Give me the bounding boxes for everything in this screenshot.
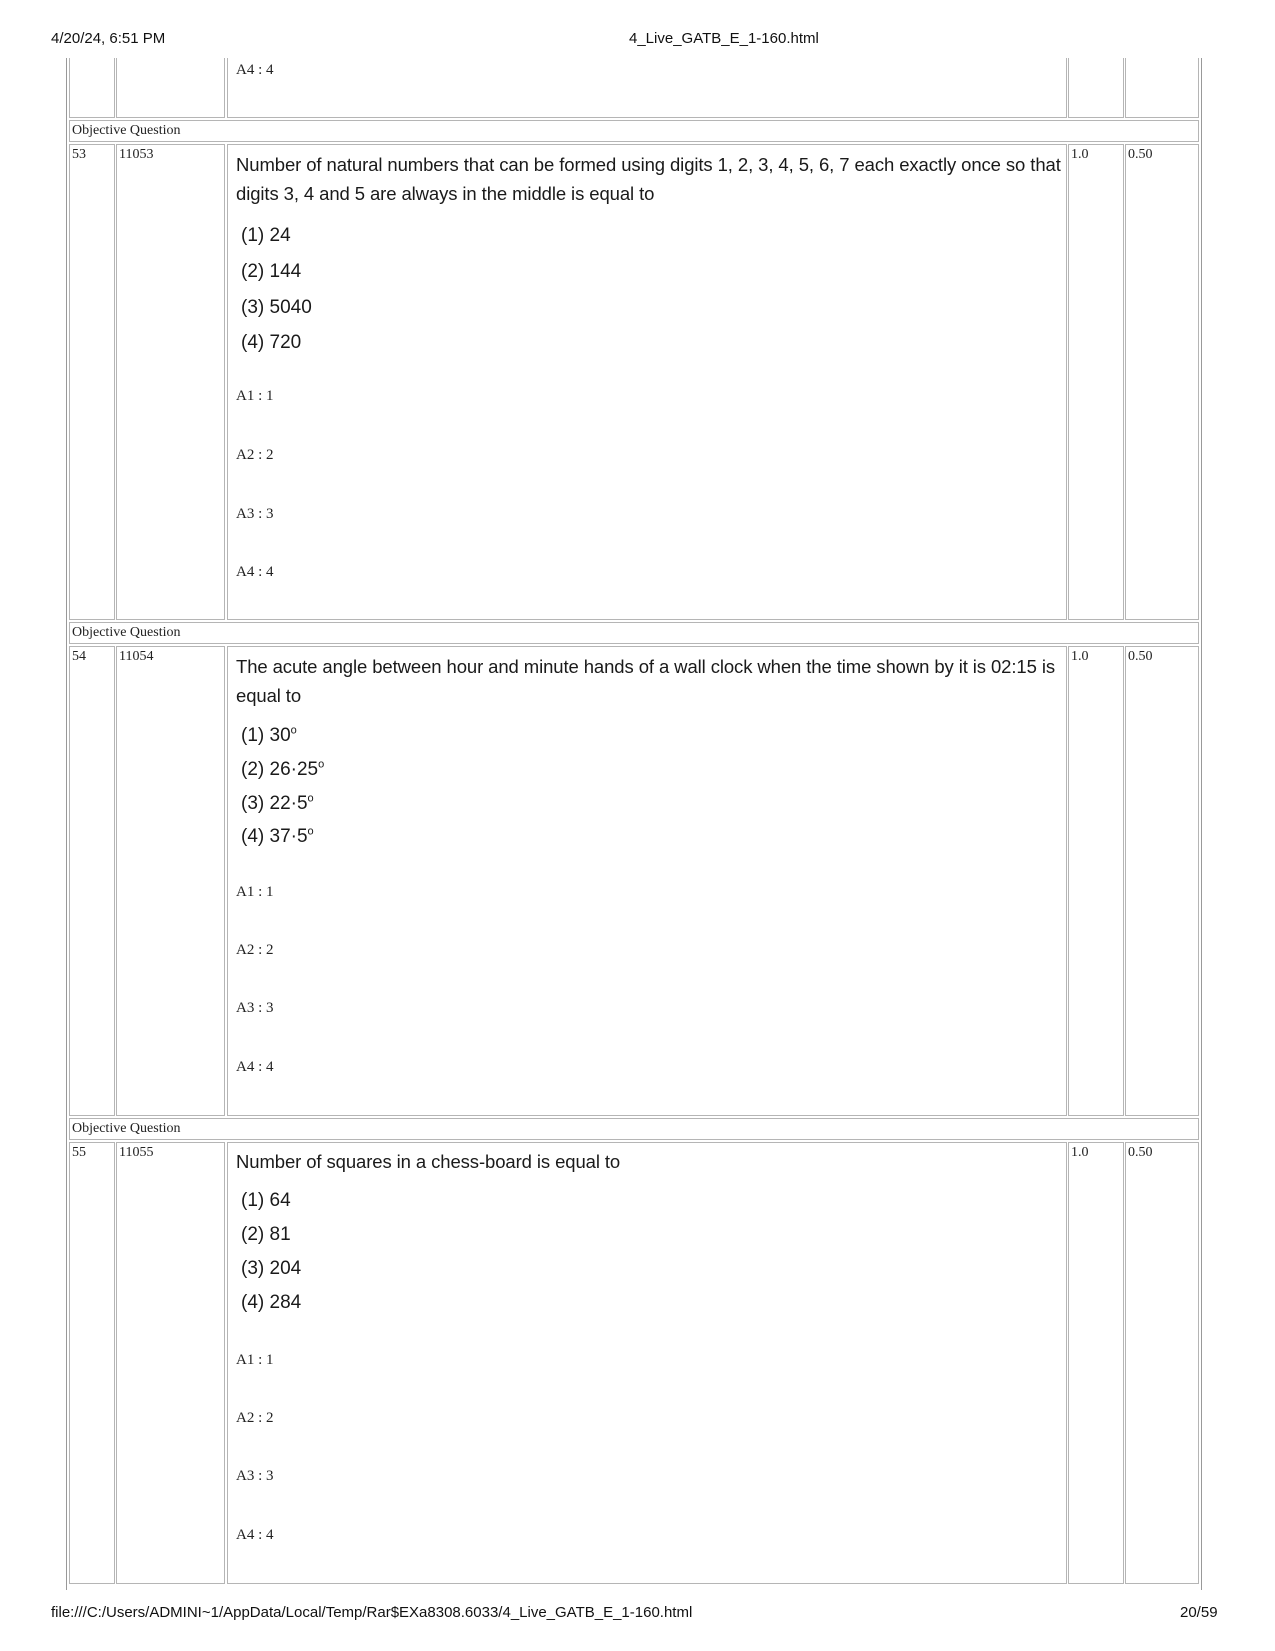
option-4: (4) 284 — [241, 1292, 302, 1313]
option-2: (2) 81 — [241, 1224, 291, 1245]
question-marks: 1.0 — [1068, 1142, 1124, 1584]
question-marks: 1.0 — [1068, 144, 1124, 620]
question-marks: 1.0 — [1068, 646, 1124, 1116]
file-path: file:///C:/Users/ADMINI~1/AppData/Local/Temp/Rar$EXa8308.6033/4_Live_GATB_E_1-160.html — [51, 1604, 693, 1621]
question-text: The acute angle between hour and minute hands of a wall clock when the time shown by it is 02:15 is equal to — [236, 656, 1055, 706]
answer-3: A3 : 3 — [236, 1468, 274, 1484]
question-number: 54 — [69, 646, 115, 1116]
section-label: Objective Question — [69, 622, 1199, 644]
answer-4: A4 : 4 — [236, 1059, 274, 1075]
question-text: Number of natural numbers that can be formed using digits 1, 2, 3, 4, 5, 6, 7 each exactly once so that digits 3, 4 and 5 are always in the middle is equal to — [236, 154, 1061, 204]
degree-mark: o — [307, 792, 314, 805]
question-id: 11054 — [116, 646, 225, 1116]
question-negative-marks: 0.50 — [1125, 646, 1199, 1116]
prev-negative-cell — [1125, 58, 1199, 118]
option-1: (1) 30$^o$ — [241, 724, 297, 746]
question-cell — [227, 1142, 1067, 1584]
question-number: 55 — [69, 1142, 115, 1584]
print-datetime: 4/20/24, 6:51 PM — [51, 30, 166, 47]
question-negative-marks: 0.50 — [1125, 144, 1199, 620]
prev-number-cell — [69, 58, 115, 118]
answer-3: A3 : 3 — [236, 1000, 274, 1016]
prev-id-cell — [116, 58, 225, 118]
page-number: 20/59 — [1180, 1604, 1218, 1621]
question-id: 11053 — [116, 144, 225, 620]
document-title: 4_Live_GATB_E_1-160.html — [629, 30, 819, 47]
answer-2: A2 : 2 — [236, 447, 274, 463]
prev-marks-cell — [1068, 58, 1124, 118]
answer-3: A3 : 3 — [236, 506, 274, 522]
option-3: (3) $22\cdot 5^o$ — [241, 792, 314, 814]
answer-4: A4 : 4 — [236, 1527, 274, 1543]
option-1: (1) 24 — [241, 225, 291, 246]
answer-1: A1 : 1 — [236, 1352, 274, 1368]
degree-mark: o — [290, 724, 297, 737]
question-number: 53 — [69, 144, 115, 620]
option-2: (2) 144 — [241, 261, 302, 282]
degree-mark: o — [318, 758, 325, 771]
answer-1: A1 : 1 — [236, 884, 274, 900]
question-negative-marks: 0.50 — [1125, 1142, 1199, 1584]
question-id: 11055 — [116, 1142, 225, 1584]
section-label: Objective Question — [69, 120, 1199, 142]
degree-mark: o — [307, 825, 314, 838]
option-3: (3) 204 — [241, 1258, 302, 1279]
option-1: (1) 64 — [241, 1190, 291, 1211]
answer-1: A1 : 1 — [236, 388, 274, 404]
prev-answer-4: A4 : 4 — [236, 62, 274, 78]
option-3: (3) 5040 — [241, 297, 312, 318]
option-4: (4) $37\cdot 5^o$ — [241, 825, 314, 847]
answer-4: A4 : 4 — [236, 564, 274, 580]
table-border-right — [1201, 58, 1202, 1590]
question-text: Number of squares in a chess-board is equal to — [236, 1151, 621, 1172]
table-border-left — [66, 58, 67, 1590]
option-4: (4) 720 — [241, 332, 302, 353]
section-label: Objective Question — [69, 1118, 1199, 1140]
option-2: (2) $26\cdot 25^o$ — [241, 758, 325, 780]
prev-question-cell — [227, 58, 1067, 118]
answer-2: A2 : 2 — [236, 942, 274, 958]
question-cell — [227, 144, 1067, 620]
answer-2: A2 : 2 — [236, 1410, 274, 1426]
question-cell — [227, 646, 1067, 1116]
